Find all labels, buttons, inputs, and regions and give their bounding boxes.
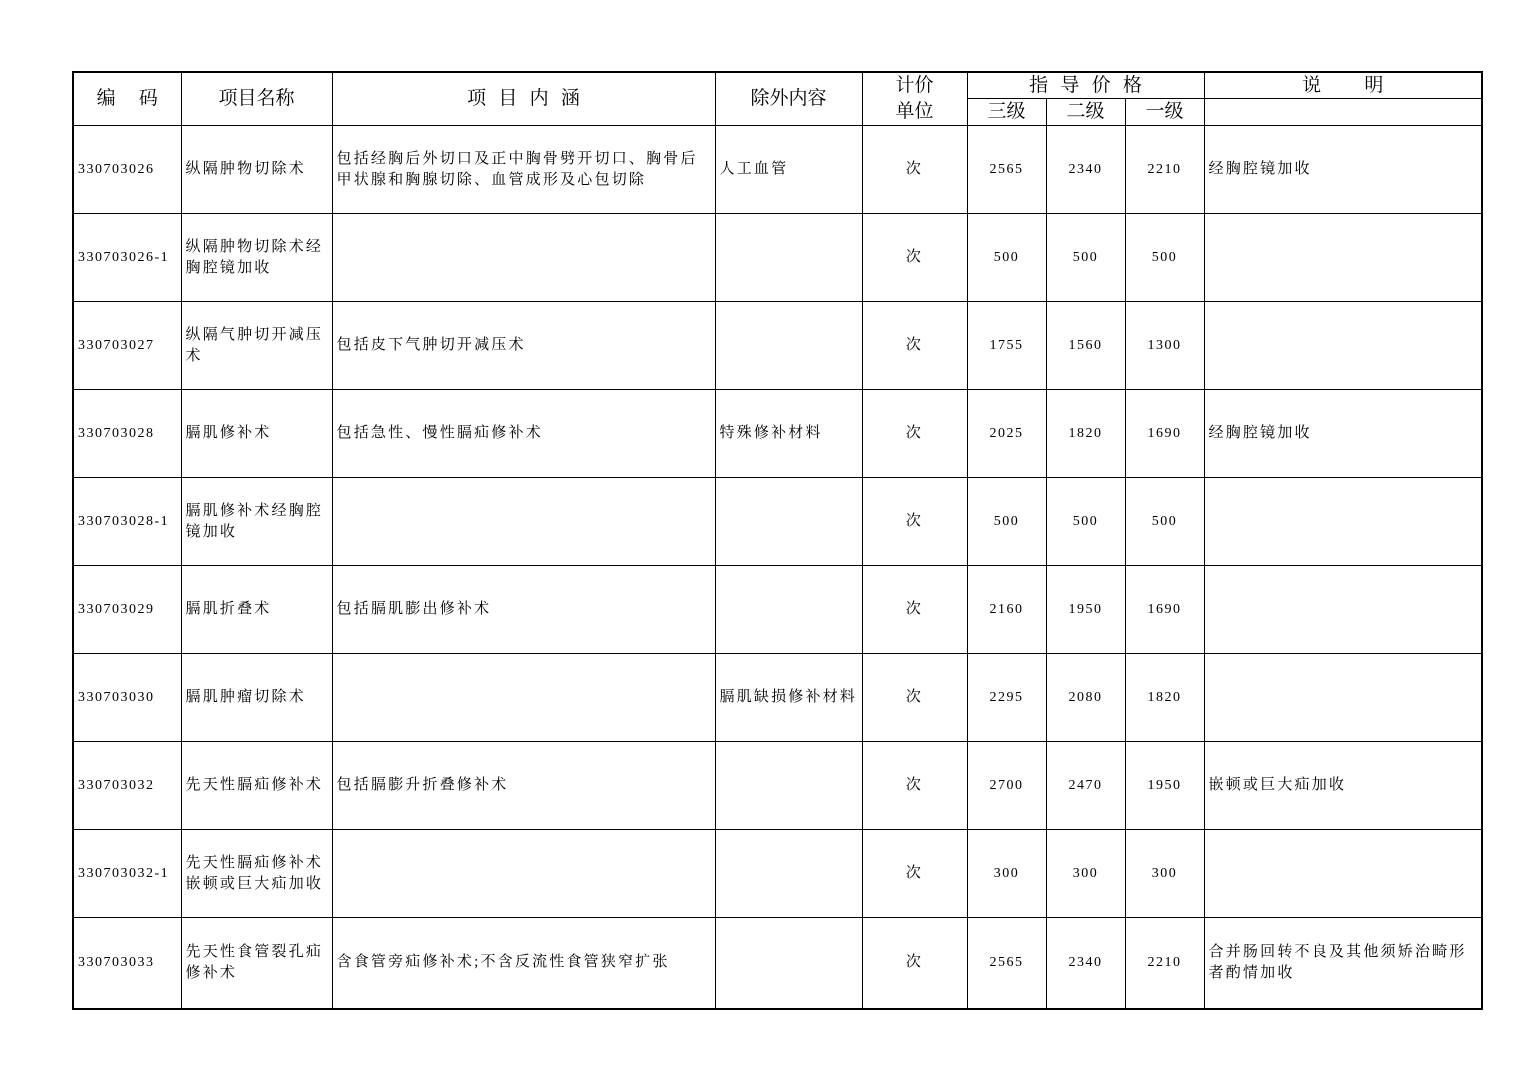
table-body bbox=[73, 126, 1482, 1009]
table-row bbox=[73, 478, 1482, 566]
exclusion-cell bbox=[715, 918, 862, 1009]
item-content-cell: 包括皮下气肿切开减压术 bbox=[332, 302, 715, 390]
item-content-cell bbox=[332, 214, 715, 302]
note-cell bbox=[1204, 214, 1482, 302]
item-code-cell: 330703028 bbox=[73, 390, 181, 478]
price-level3-cell: 2565 bbox=[967, 918, 1046, 1009]
price-level1-cell: 1820 bbox=[1125, 654, 1204, 742]
price-level2-cell: 1950 bbox=[1046, 566, 1125, 654]
pricing-unit-cell: 次 bbox=[862, 742, 967, 830]
price-level3-cell: 2160 bbox=[967, 566, 1046, 654]
item-name-cell: 纵隔气肿切开减压术 bbox=[181, 302, 332, 390]
pricing-unit-cell: 次 bbox=[862, 830, 967, 918]
pricing-unit-cell: 次 bbox=[862, 566, 967, 654]
table-row bbox=[73, 742, 1482, 830]
item-content-cell bbox=[332, 654, 715, 742]
price-level3-cell: 500 bbox=[967, 478, 1046, 566]
note-cell: 合并肠回转不良及其他须矫治畸形者酌情加收 bbox=[1204, 918, 1482, 1009]
table-row bbox=[73, 566, 1482, 654]
table-row bbox=[73, 214, 1482, 302]
exclusion-cell bbox=[715, 830, 862, 918]
header-pricing-unit-line1: 计价 bbox=[895, 75, 934, 96]
note-cell bbox=[1204, 478, 1482, 566]
item-code-cell: 330703026-1 bbox=[73, 214, 181, 302]
item-content-cell: 包括急性、慢性膈疝修补术 bbox=[332, 390, 715, 478]
pricing-unit-cell: 次 bbox=[862, 214, 967, 302]
price-level1-cell: 1950 bbox=[1125, 742, 1204, 830]
table-row bbox=[73, 654, 1482, 742]
exclusion-cell: 特殊修补材料 bbox=[715, 390, 862, 478]
header-pricing-unit-line2: 单位 bbox=[895, 101, 934, 122]
pricing-unit-cell: 次 bbox=[862, 126, 967, 214]
exclusion-cell: 膈肌缺损修补材料 bbox=[715, 654, 862, 742]
price-level2-cell: 2340 bbox=[1046, 918, 1125, 1009]
exclusion-cell: 人工血管 bbox=[715, 126, 862, 214]
price-level2-cell: 2470 bbox=[1046, 742, 1125, 830]
price-table bbox=[72, 71, 1483, 1010]
exclusion-cell bbox=[715, 742, 862, 830]
pricing-unit-cell: 次 bbox=[862, 478, 967, 566]
price-level1-cell: 500 bbox=[1125, 214, 1204, 302]
price-level1-cell: 2210 bbox=[1125, 918, 1204, 1009]
item-content-cell: 包括膈肌膨出修补术 bbox=[332, 566, 715, 654]
item-content-cell bbox=[332, 830, 715, 918]
note-cell bbox=[1204, 830, 1482, 918]
item-name-cell: 纵隔肿物切除术经胸腔镜加收 bbox=[181, 214, 332, 302]
header-notes: 说 明 bbox=[1204, 72, 1482, 99]
price-level3-cell: 2700 bbox=[967, 742, 1046, 830]
table-row bbox=[73, 126, 1482, 214]
header-level2: 二级 bbox=[1046, 99, 1125, 126]
table-row bbox=[73, 390, 1482, 478]
pricing-unit-cell: 次 bbox=[862, 390, 967, 478]
item-content-cell bbox=[332, 478, 715, 566]
price-level3-cell: 2565 bbox=[967, 126, 1046, 214]
note-cell: 经胸腔镜加收 bbox=[1204, 390, 1482, 478]
price-level1-cell: 1690 bbox=[1125, 390, 1204, 478]
price-level2-cell: 1560 bbox=[1046, 302, 1125, 390]
header-notes-sub bbox=[1204, 99, 1482, 126]
pricing-unit-cell: 次 bbox=[862, 654, 967, 742]
item-name-cell: 纵隔肿物切除术 bbox=[181, 126, 332, 214]
price-sheet bbox=[72, 71, 1483, 1010]
exclusion-cell bbox=[715, 302, 862, 390]
price-level1-cell: 1300 bbox=[1125, 302, 1204, 390]
item-code-cell: 330703033 bbox=[73, 918, 181, 1009]
price-level1-cell: 2210 bbox=[1125, 126, 1204, 214]
item-name-cell: 膈肌修补术经胸腔镜加收 bbox=[181, 478, 332, 566]
table-row bbox=[73, 302, 1482, 390]
header-item-content: 项 目 内 涵 bbox=[332, 72, 715, 126]
header-level1: 一级 bbox=[1125, 99, 1204, 126]
item-name-cell: 先天性食管裂孔疝修补术 bbox=[181, 918, 332, 1009]
item-name-cell: 膈肌折叠术 bbox=[181, 566, 332, 654]
price-level3-cell: 2295 bbox=[967, 654, 1046, 742]
price-level1-cell: 300 bbox=[1125, 830, 1204, 918]
price-level1-cell: 1690 bbox=[1125, 566, 1204, 654]
item-code-cell: 330703030 bbox=[73, 654, 181, 742]
price-level3-cell: 1755 bbox=[967, 302, 1046, 390]
table-header bbox=[73, 72, 1482, 126]
item-name-cell: 膈肌肿瘤切除术 bbox=[181, 654, 332, 742]
item-code-cell: 330703027 bbox=[73, 302, 181, 390]
price-level1-cell: 500 bbox=[1125, 478, 1204, 566]
price-level2-cell: 300 bbox=[1046, 830, 1125, 918]
header-row-1 bbox=[73, 72, 1482, 99]
item-code-cell: 330703029 bbox=[73, 566, 181, 654]
note-cell: 经胸腔镜加收 bbox=[1204, 126, 1482, 214]
price-level2-cell: 1820 bbox=[1046, 390, 1125, 478]
price-level2-cell: 2080 bbox=[1046, 654, 1125, 742]
note-cell bbox=[1204, 302, 1482, 390]
pricing-unit-cell: 次 bbox=[862, 918, 967, 1009]
item-code-cell: 330703032 bbox=[73, 742, 181, 830]
item-code-cell: 330703032-1 bbox=[73, 830, 181, 918]
header-guide-price: 指 导 价 格 bbox=[967, 72, 1204, 99]
exclusion-cell bbox=[715, 214, 862, 302]
price-level2-cell: 2340 bbox=[1046, 126, 1125, 214]
item-code-cell: 330703026 bbox=[73, 126, 181, 214]
item-code-cell: 330703028-1 bbox=[73, 478, 181, 566]
table-row bbox=[73, 918, 1482, 1009]
item-content-cell: 包括膈膨升折叠修补术 bbox=[332, 742, 715, 830]
table-row bbox=[73, 830, 1482, 918]
item-name-cell: 膈肌修补术 bbox=[181, 390, 332, 478]
note-cell: 嵌顿或巨大疝加收 bbox=[1204, 742, 1482, 830]
price-level3-cell: 300 bbox=[967, 830, 1046, 918]
price-level3-cell: 500 bbox=[967, 214, 1046, 302]
exclusion-cell bbox=[715, 566, 862, 654]
item-content-cell: 包括经胸后外切口及正中胸骨劈开切口、胸骨后甲状腺和胸腺切除、血管成形及心包切除 bbox=[332, 126, 715, 214]
pricing-unit-cell: 次 bbox=[862, 302, 967, 390]
note-cell bbox=[1204, 654, 1482, 742]
item-name-cell: 先天性膈疝修补术嵌顿或巨大疝加收 bbox=[181, 830, 332, 918]
exclusion-cell bbox=[715, 478, 862, 566]
price-level2-cell: 500 bbox=[1046, 478, 1125, 566]
header-exclusions: 除外内容 bbox=[715, 72, 862, 126]
header-item-name: 项目名称 bbox=[181, 72, 332, 126]
note-cell bbox=[1204, 566, 1482, 654]
price-level2-cell: 500 bbox=[1046, 214, 1125, 302]
header-level3: 三级 bbox=[967, 99, 1046, 126]
header-code: 编 码 bbox=[73, 72, 181, 126]
item-content-cell: 含食管旁疝修补术;不含反流性食管狭窄扩张 bbox=[332, 918, 715, 1009]
item-name-cell: 先天性膈疝修补术 bbox=[181, 742, 332, 830]
header-pricing-unit bbox=[862, 72, 967, 126]
price-level3-cell: 2025 bbox=[967, 390, 1046, 478]
